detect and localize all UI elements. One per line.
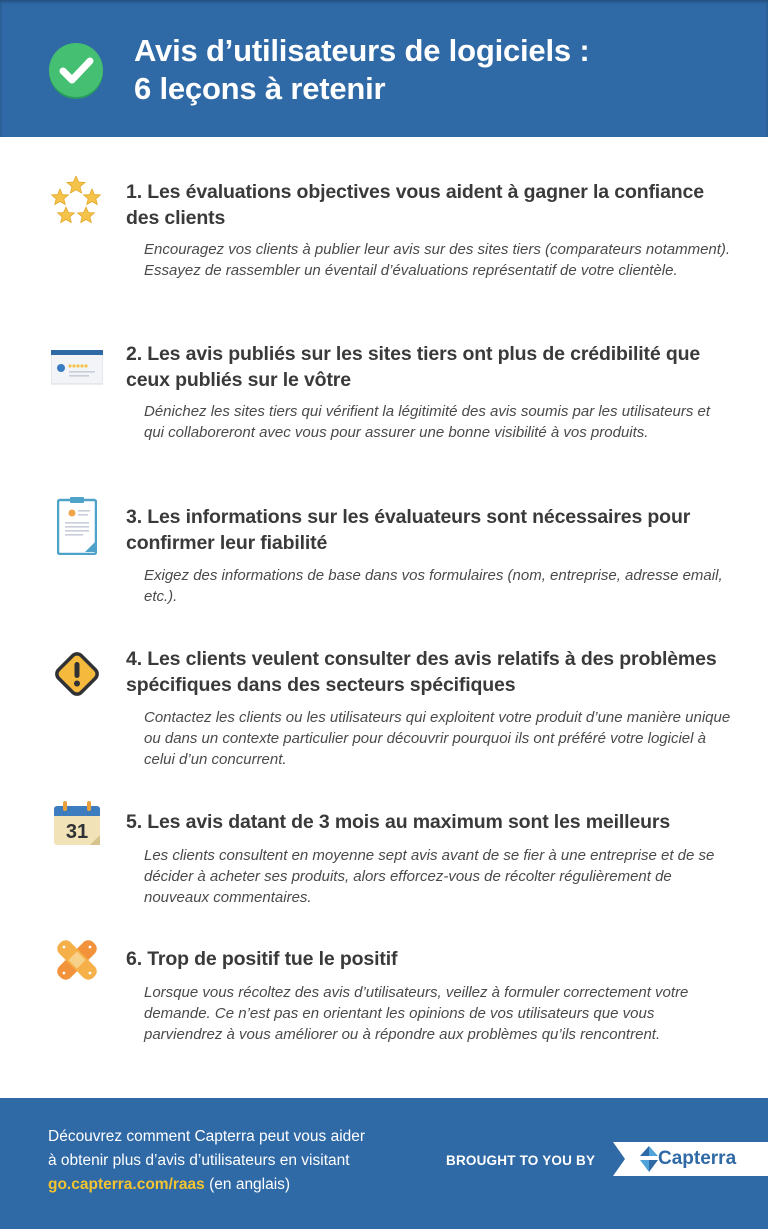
cta-line-1: Découvrez comment Capterra peut vous aider — [48, 1128, 366, 1145]
lesson-5-heading: 5. Les avis datant de 3 mois au maximum sont les meilleurs — [126, 811, 671, 833]
bandage-icon — [54, 937, 100, 983]
clipboard-profile-icon — [57, 497, 97, 555]
checkmark-icon — [47, 41, 105, 99]
lesson-4-body: Contactez les clients ou les utilisateurs qui exploitent votre produit d’une manière unique ou dans un contexte particulier pour découvrir pourquoi ils ont préféré votre logiciel à celui d’un concurrent. — [144, 709, 731, 768]
lesson-6-body: Lorsque vous récoltez des avis d’utilisateurs, veillez à formuler correctement votre demande. Ce n’est pas en orientant les opinions de vos utilisateurs que vous parviendrez à vous améliorer ou à répondre aux problèmes qu’ils rencontrent. — [144, 984, 689, 1043]
warning-icon — [52, 649, 102, 699]
calendar-icon — [53, 800, 101, 846]
capterra-logo-text: Capterra — [658, 1148, 737, 1169]
calendar-day: 31 — [65, 821, 89, 843]
title-line-2: 6 leçons à retenir — [134, 71, 386, 106]
cta-line-3 — [48, 1173, 418, 1197]
page-title — [134, 32, 589, 108]
stars-icon — [50, 176, 102, 228]
lesson-1-body: Encouragez vos clients à publier leur avis sur des sites tiers (comparateurs notamment). Essayez de rassembler un éventail d’évaluations représentatif de votre clientèle. — [144, 241, 731, 279]
header-banner — [0, 0, 768, 137]
lesson-3-heading: 3. Les informations sur les évaluateurs sont nécessaires pour confirmer leur fiabilité — [126, 506, 691, 554]
lesson-6-heading: 6. Trop de positif tue le positif — [126, 948, 398, 970]
review-page-icon — [51, 350, 103, 386]
title-line-1: Avis d’utilisateurs de logiciels : — [134, 33, 590, 68]
capterra-logo-icon — [640, 1146, 658, 1172]
lesson-5-body: Les clients consultent en moyenne sept avis avant de se fier à une entreprise et de se décider à acheter ses produits, alors efforcez-vous de récolter régulièrement de nouveaux commentaires. — [144, 847, 715, 906]
footer-cta — [48, 1125, 418, 1197]
lesson-4-heading: 4. Les clients veulent consulter des avis relatifs à des problèmes spécifiques dans des secteurs spécifiques — [126, 648, 717, 696]
lesson-3-body: Exigez des informations de base dans vos formulaires (nom, entreprise, adresse email, etc.). — [144, 567, 723, 605]
cta-suffix: (en anglais) — [209, 1176, 291, 1193]
brought-to-you-by: BROUGHT TO YOU BY — [446, 1153, 596, 1168]
capterra-link[interactable]: go.capterra.com/raas — [48, 1176, 205, 1193]
lesson-1-heading: 1. Les évaluations objectives vous aident à gagner la confiance des clients — [126, 181, 704, 229]
lesson-2-heading: 2. Les avis publiés sur les sites tiers ont plus de crédibilité que ceux publiés sur le vôtre — [126, 343, 701, 391]
lesson-2-body: Dénichez les sites tiers qui vérifient la légitimité des avis soumis par les utilisateurs et qui collaboreront avec vous pour assurer une bonne visibilité à vos produits. — [144, 403, 711, 441]
cta-line-2: à obtenir plus d’avis d’utilisateurs en visitant — [48, 1152, 350, 1169]
footer-banner — [0, 1098, 768, 1229]
